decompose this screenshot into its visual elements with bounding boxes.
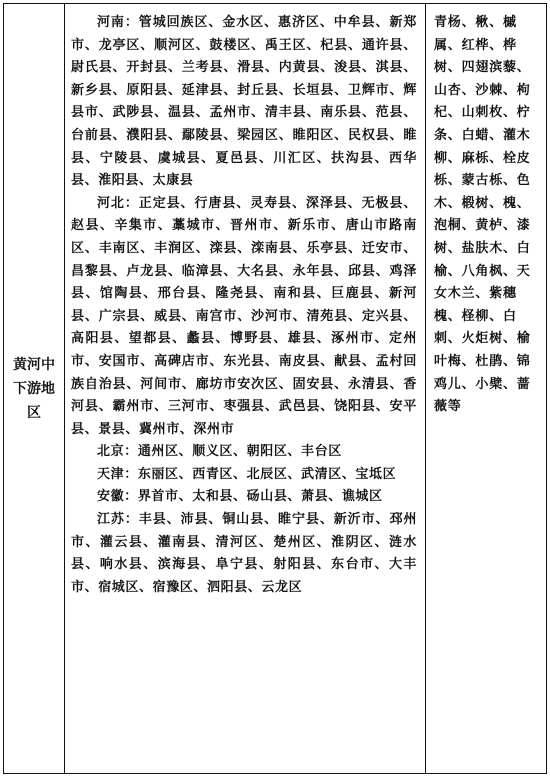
species-table: [3, 3, 547, 774]
species-cell: [426, 4, 547, 774]
province-name: 河北：: [97, 195, 139, 211]
province-areas: 丰县、沛县、铜山县、睢宁县、新沂市、邳州市、灌云县、灌南县、清河区、楚州区、淮阴区、涟水县、响水县、滨海县、阜宁县、射阳县、东台市、大丰市、宿城区、宿豫区、泗阳县、云龙区: [71, 512, 417, 595]
province-hebei: [71, 193, 417, 442]
province-name: 河南：: [97, 15, 139, 30]
table-row: [4, 4, 547, 774]
province-areas: 东丽区、西青区、北辰区、武清区、宝坻区: [137, 466, 397, 482]
province-tianjin: [71, 464, 417, 487]
province-areas: 通州区、顺义区、朝阳区、丰台区: [137, 444, 342, 460]
province-areas: 正定县、行唐县、灵寿县、深泽县、无极县、赵县、辛集市、藁城市、晋州市、新乐市、唐山市路南区、丰南区、丰润区、滦县、滦南县、乐亭县、迁安市、昌黎县、卢龙县、临漳县、大名县、永年县、邱县、鸡泽县、馆陶县、邢台县、隆尧县、南和县、巨鹿县、新河县、广宗县、威县、南宫市、沙河市、清苑县、定兴县、高阳县、望都县、蠡县、博野县、雄县、涿州市、定州市、安国市、高碑店市、东光县、南皮县、献县、孟村回族自治县、河间市、廊坊市安次区、固安县、永清县、香河县、霸州市、三河市、枣强县、武邑县、饶阳县、安平县、景县、冀州市、深州市: [71, 195, 417, 437]
province-name: 江苏：: [97, 512, 139, 528]
province-areas: 管城回族区、金水区、惠济区、中牟县、新郑市、龙亭区、顺河区、鼓楼区、禹王区、杞县、通许县、尉氏县、开封县、兰考县、滑县、内黄县、浚县、淇县、新乡县、原阳县、延津县、封丘县、长垣县、卫辉市、辉县市、武陟县、温县、孟州市、清丰县、南乐县、范县、台前县、濮阳县、鄢陵县、梁园区、睢阳区、民权县、睢县、宁陵县、虞城县、夏邑县、川汇区、扶沟县、西华县、淮阳县、太康县: [71, 15, 417, 189]
province-beijing: [71, 441, 417, 464]
province-name: 安徽：: [97, 489, 138, 505]
province-anhui: [71, 486, 417, 509]
province-jiangsu: [71, 509, 417, 599]
areas-list: [65, 4, 425, 599]
province-henan: [71, 12, 417, 193]
areas-cell: [65, 4, 426, 774]
region-cell: [4, 4, 65, 774]
province-name: 北京：: [97, 444, 138, 460]
province-areas: 界首市、太和县、砀山县、萧县、谯城区: [137, 489, 383, 505]
province-name: 天津：: [97, 466, 138, 482]
species-list: 青杨、楸、槭属、红桦、桦树、四翅滨藜、山杏、沙棘、枸杞、山刺枚、柠条、白蜡、灌木柳、麻栎、栓皮栎、蒙古栎、色木、椴树、槐、泡桐、黄栌、漆树、盐肤木、白榆、八角枫、天女木兰、紫穗槐、柽柳、白刺、火炬树、榆叶梅、杜鹃、锦鸡儿、小檗、蔷薇等: [434, 15, 531, 415]
region-label: 黄河中下游地区: [13, 356, 55, 421]
